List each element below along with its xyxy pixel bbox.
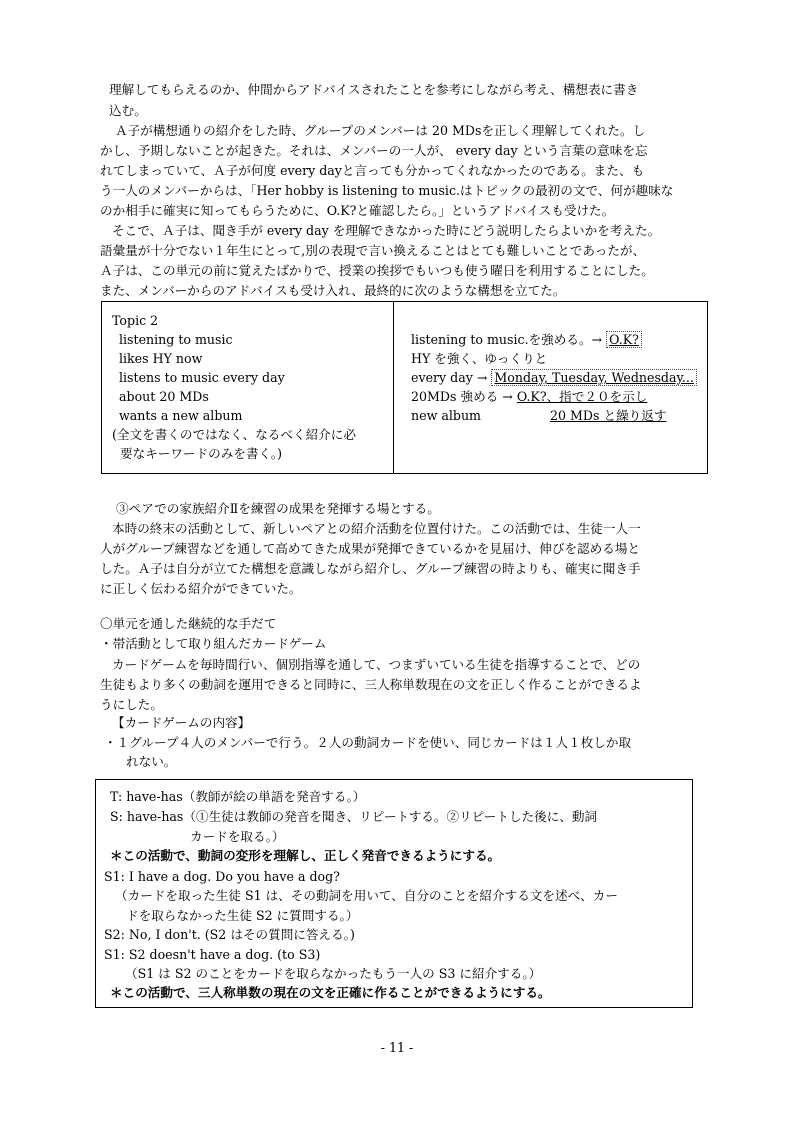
plan-keyword: likes HY now [119,351,203,366]
plan-strategy: HY を強く、ゆっくりと [411,351,548,366]
dialogue-line: カードを取る。） [190,829,285,844]
dialogue-line: （カードを取った生徒 S1 は、その動詞を用いて、自分のことを紹介する文を述べ、カー [115,888,618,903]
dialogue-line: S1: S2 doesn't have a dog. (to S3) [104,947,321,962]
plan-keyword: listens to music every day [119,370,285,385]
plan-strategy: 20MDs 強める → O.K?、指で２０を示し [411,389,648,404]
dialogue-line: S: have-has（①生徒は教師の発音を聞き、リピートする。②リピートした後に、動詞 [110,809,598,824]
plan-note: (全文を書くのではなく、なるべく紹介に必 [112,427,356,442]
body-text-line: れない。 [126,754,177,769]
body-text-line: した。Ａ子は自分が立てた構想を意識しながら紹介し、グループ練習の時よりも、確実に聞き手 [100,561,641,576]
plan-keyword: wants a new album [119,408,243,423]
plan-keyword: Topic 2 [112,313,159,328]
body-text-line: に正しく伝わる紹介ができていた。 [100,581,302,596]
dialogue-note: ＊この活動で、動詞の変形を理解し、正しく発音できるようにする。 [110,848,501,863]
plan-strategy: listening to music.を強める。→ O.K? [411,330,642,350]
body-text-line: のか相手に確実に知ってもらうために、O.K?と確認したら。」というアドバイスも受けた。 [100,203,615,218]
section-heading: 〇単元を通した継続的な手だて [100,616,277,631]
body-text-line: また、メンバーからのアドバイスも受け入れ、最終的に次のような構想を立てた。 [100,283,566,298]
body-text-line: 込む。 [109,103,147,118]
dialogue-note: ＊この活動で、三人称単数の現在の文を正確に作ることができるようにする。 [110,985,551,1000]
body-text-line: そこで、Ａ子は、聞き手が every day を理解できなかった時にどう説明したらよいかを考えた。 [112,223,661,238]
plan-keyword: about 20 MDs [119,389,209,404]
body-text-line: ・１グループ４人のメンバーで行う。２人の動詞カードを使い、同じカードは１人１枚しか取 [104,735,632,750]
plan-strategy: 20 MDs と繰り返す [550,408,667,423]
dialogue-line: ドを取らなかった生徒 S2 に質問する。） [126,908,359,923]
dialogue-line: （S1 は S2 のことをカードを取らなかったもう一人の S3 に紹介する。） [125,966,542,981]
body-text-line: かし、予期しないことが起きた。それは、メンバーの一人が、 every day という言葉の意味を忘 [100,143,648,158]
subsection-heading: 【カードゲームの内容】 [112,715,251,730]
subsection-heading: ・帯活動として取り組んだカードゲーム [100,636,327,651]
page-number: - 11 - [380,1040,414,1055]
body-text-line: 生徒もより多くの動詞を運用できると同時に、三人称単数現在の文を正しく作ることができるよ [100,677,642,692]
dialogue-line: T: have-has（教師が絵の単語を発音する。） [110,789,366,804]
body-text-line: Ａ子は、この単元の前に覚えたばかりで、授業の挨拶でもいつも使う曜日を利用することにした。 [100,263,654,278]
body-text-line: Ａ子が構想通りの紹介をした時、グループのメンバーは 20 MDsを正しく理解してくれた。し [115,123,646,138]
body-text-line: 人がグループ練習などを通して高めてきた成果が発揮できているかを見届け、伸びを認める場と [100,541,641,556]
section-heading: ③ペアでの家族紹介Ⅱを練習の成果を発揮する場とする。 [116,501,440,516]
body-text-line: れてしまっていて、Ａ子が何度 every dayと言っても分かってくれなかったのである。また、も [100,163,645,178]
plan-keyword: listening to music [119,332,233,347]
body-text-line: カードゲームを毎時間行い、個別指導を通して、つまずいている生徒を指導することで、どの [112,657,641,672]
dialogue-line: S2: No, I don't. (S2 はその質問に答える。) [104,927,355,942]
body-text-line: う一人のメンバーからは、「Her hobby is listening to music.はトピックの最初の文で、何が趣味な [100,183,674,198]
body-text-line: うにした。 [100,697,163,712]
dialogue-line: S1: I have a dog. Do you have a dog? [104,869,340,884]
body-text-line: 語彙量が十分でない１年生にとって,別の表現で言い換えることはとても難しいことであったが、 [100,243,646,258]
plan-note: 要なキーワードのみを書く。) [120,446,283,461]
body-text-line: 理解してもらえるのか、仲間からアドバイスされたことを参考にしながら考え、構想表に書き [109,82,639,97]
table-divider [393,302,394,473]
body-text-line: 本時の終末の活動として、新しいペアとの紹介活動を位置付けた。この活動では、生徒一人一 [112,521,641,536]
plan-strategy: new album [411,408,481,423]
plan-strategy: every day → Monday, Tuesday, Wednesday... [411,368,697,388]
